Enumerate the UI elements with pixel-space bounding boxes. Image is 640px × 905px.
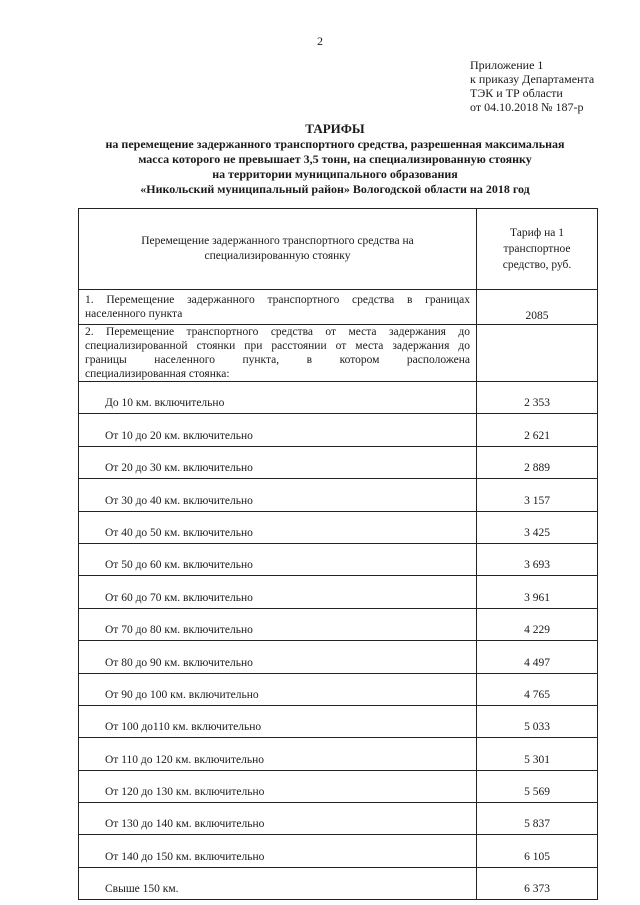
row2-line: специализированная стоянка: [85,368,230,380]
header-description: Перемещение задержанного транспортного средства на специализированную стоянку [79,209,477,290]
appendix-line: ТЭК и ТР области [470,86,563,100]
table-row [79,835,598,867]
table-row [79,290,598,325]
distance-label: От 60 до 70 км. включительно [79,576,477,608]
row1-value: 2085 [477,290,598,325]
header-tariff-line: Тариф на 1 [510,227,564,239]
distance-label: От 70 до 80 км. включительно [79,608,477,640]
table-row [79,325,598,382]
row2-line: 2. Перемещение транспортного средства от места задержания до [85,326,470,338]
table-row [79,803,598,835]
table-row [79,543,598,575]
row1-line: населенного пункта [85,308,183,320]
distance-tariff: 2 889 [477,446,598,478]
distance-tariff: 5 569 [477,770,598,802]
distance-tariff: 3 157 [477,479,598,511]
tariff-table [78,208,598,900]
table-header-row [79,209,598,290]
title-block [70,121,600,197]
distance-label: От 50 до 60 км. включительно [79,543,477,575]
distance-rows [79,382,598,900]
distance-label: Свыше 150 км. [79,867,477,899]
appendix-line: от 04.10.2018 № 187-р [470,100,584,114]
row2-line: границы населенного пункта, в котором расположена [85,354,470,366]
row2-description [79,325,477,382]
table-row [79,382,598,414]
distance-label: От 20 до 30 км. включительно [79,446,477,478]
distance-label: От 120 до 130 км. включительно [79,770,477,802]
distance-label: От 10 до 20 км. включительно [79,414,477,446]
distance-label: От 80 до 90 км. включительно [79,641,477,673]
distance-tariff: 4 765 [477,673,598,705]
subtitle-line: на территории муниципального образования [212,167,458,181]
header-tariff [477,209,598,290]
table-row [79,770,598,802]
table-row [79,446,598,478]
distance-tariff: 4 229 [477,608,598,640]
distance-tariff: 5 301 [477,738,598,770]
distance-tariff: 3 961 [477,576,598,608]
appendix-line: Приложение 1 [470,58,544,72]
distance-label: От 100 до110 км. включительно [79,705,477,737]
table-row [79,479,598,511]
table-row [79,511,598,543]
distance-label: От 40 до 50 км. включительно [79,511,477,543]
table-row [79,705,598,737]
distance-tariff: 5 033 [477,705,598,737]
table-row [79,576,598,608]
distance-tariff: 2 621 [477,414,598,446]
table-row [79,673,598,705]
subtitle-line: масса которого не превышает 3,5 тонн, на специализированную стоянку [138,152,532,166]
distance-tariff: 5 837 [477,803,598,835]
distance-tariff: 4 497 [477,641,598,673]
row2-value [477,325,598,382]
appendix-reference [470,58,594,114]
table-row [79,867,598,899]
distance-label: От 130 до 140 км. включительно [79,803,477,835]
page-number: 2 [317,34,323,48]
distance-tariff: 6 105 [477,835,598,867]
distance-tariff: 2 353 [477,382,598,414]
distance-label: От 110 до 120 км. включительно [79,738,477,770]
table-row [79,414,598,446]
subtitle-line: на перемещение задержанного транспортного средства, разрешенная максимальная [105,137,565,151]
appendix-line: к приказу Департамента [470,72,595,86]
header-tariff-line: средство, руб. [502,259,572,271]
header-tariff-line: транспортное [503,243,571,255]
row1-description [79,290,477,325]
table-row [79,641,598,673]
distance-label: От 30 до 40 км. включительно [79,479,477,511]
distance-label: От 140 до 150 км. включительно [79,835,477,867]
row2-line: специализированной стоянки при расстоянии от места задержания до [85,340,470,352]
distance-label: До 10 км. включительно [79,382,477,414]
distance-tariff: 3 425 [477,511,598,543]
distance-tariff: 6 373 [477,867,598,899]
distance-tariff: 3 693 [477,543,598,575]
document-title: ТАРИФЫ [305,121,365,136]
table-row [79,738,598,770]
subtitle-line: «Никольский муниципальный район» Вологодской области на 2018 год [140,182,530,196]
distance-label: От 90 до 100 км. включительно [79,673,477,705]
row1-line: 1. Перемещение задержанного транспортного средства в границах [85,294,470,306]
table-row [79,608,598,640]
